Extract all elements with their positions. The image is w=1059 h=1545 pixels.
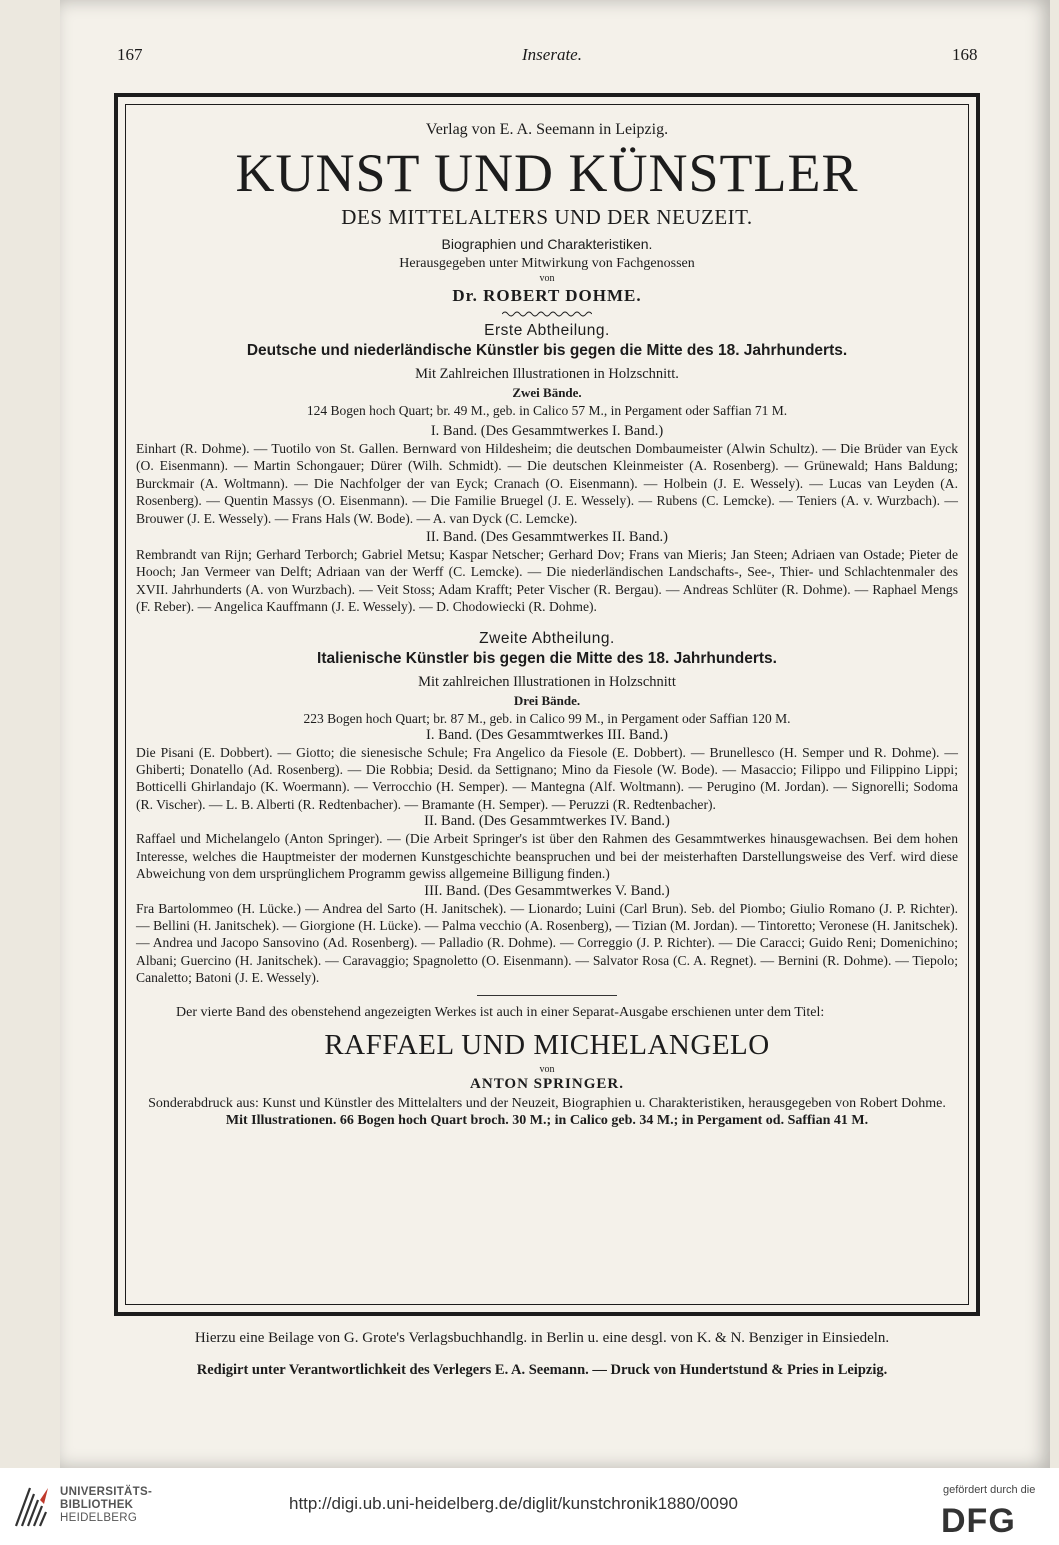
wave-divider-icon [502, 310, 592, 318]
part1-band1-contents: Einhart (R. Dohme). — Tuotilo von St. Gallen. Bernward von Hildesheim; die deutschen Dombaumeister (Alwin Schultz). — Die Brüder van Eyck (O. Eisenmann). — Martin Schongauer; Dürer (Wilh. Schmidt). — Die deutschen Kleinmeister (A. Rosenberg). — Grünewald; Hans Baldung; Burckmair (A. Woltmann). — Die Nachfolger der van Eyck; Cranach (O. Eisenmann). — Holbein (J. E. Wessely). — Lucas van Leyden (A. Rosenberg). — Quentin Massys (O. Eisenmann). — Die Familie Bruegel (J. E. Wessely). — Rubens (C. Lemcke). — Teniers (A. v. Wurzbach). — Brouwer (J. E. Wessely). — Frans Hals (W. Bode). — A. van Dyck (C. Lemcke). [136, 441, 958, 526]
part2-band1-contents: Die Pisani (E. Dobbert). — Giotto; die sienesische Schule; Fra Angelico da Fiesole (E. Dobbert). — Brunellesco (H. Semper und R. Dohme). — Ghiberti; Donatello (Ad. Rosenberg). — Die Robbia; Desid. da Settignano; Mino da Fiesole (W. Bode). — Masaccio; Filippo und Filippino Lippi; Botticelli Ghirlandajo (K. Woermann). — Verrocchio (H. Semper). — Mantegna (Alf. Woltmann). — Perugino (M. Jordan). — Signorelli; Sodoma (R. Vischer). — L. B. Alberti (R. Redtenbacher). — Bramante (H. Semper). — Peruzzi (R. Redtenbacher). [136, 744, 958, 812]
beilage-note: Hierzu eine Beilage von G. Grote's Verlagsbuchhandlg. in Berlin u. eine desgl. von K. & N. Benziger in Einsiedeln. [194, 1330, 890, 1346]
advertisement-inner [125, 104, 969, 1305]
page-header-title: Inserate. [522, 45, 582, 64]
separat-author: ANTON SPRINGER. [470, 1075, 624, 1092]
part1-illustrations: Mit Zahlreichen Illustrationen in Holzschnitt. [415, 366, 679, 382]
part1-volumes: Zwei Bände. [512, 385, 582, 400]
herausgegeben-line: Herausgegeben unter Mitwirkung von Fachgenossen [399, 256, 695, 271]
part2-price: 223 Bogen hoch Quart; br. 87 M., geb. in Calico 99 M., in Pergament oder Saffian 120 M. [303, 710, 791, 726]
book-subtitle: DES MITTELALTERS UND DER NEUZEIT. [341, 205, 753, 229]
section-divider [477, 995, 617, 996]
part2-volumes: Drei Bände. [513, 692, 581, 708]
advertisement-frame [114, 93, 980, 1316]
separat-von: von [539, 1063, 555, 1075]
page-number-right: 168 [952, 45, 978, 64]
editor-name: Dr. ROBERT DOHME. [452, 286, 642, 305]
imprint-line: Redigirt unter Verantwortlichkeit des Verlegers E. A. Seemann. — Druck von Hundertstund & Pries in Leipzig. [196, 1362, 888, 1378]
publisher-line: Verlag von E. A. Seemann in Leipzig. [425, 121, 669, 138]
sonderabdruck-line: Sonderabdruck aus: Kunst und Künstler des Mittelalters und der Neuzeit, Biographien u. Charakteristiken, herausgegeben von Robert Dohme. [148, 1095, 946, 1111]
separat-intro: Der vierte Band des obenstehend angezeigten Werkes ist auch in einer Separat-Ausgabe erschienen unter dem Titel: [176, 1004, 825, 1020]
part2-band2-contents: Raffael und Michelangelo (Anton Springer). — (Die Arbeit Springer's ist über den Rahmen des Gesammtwerkes hinausgewachsen. Bei dem hohen Interesse, welches die Hauptmeister der modernen Kunstgeschichte beanspruchen und bei der meisterhaften Darstellungsweise des Verf. wird diese Abweichung von dem ursprünglichem Programm gewiss allgemeine Billigung finden.) [136, 831, 958, 882]
part2-band2-title: II. Band. (Des Gesammtwerkes IV. Band.) [424, 813, 670, 830]
separat-title: RAFFAEL UND MICHELANGELO [324, 1028, 770, 1061]
viewer-footer-bar [0, 1468, 1059, 1545]
biographien-line: Biographien und Charakteristiken. [441, 236, 653, 252]
part1-band1-title: I. Band. (Des Gesammtwerkes I. Band.) [430, 423, 664, 439]
library-name-line2: BIBLIOTHEK [60, 1499, 134, 1511]
page-number-left: 167 [117, 45, 143, 64]
part2-subject: Italienische Künstler bis gegen die Mitte des 18. Jahrhunderts. [317, 649, 777, 667]
library-name-line1: UNIVERSITÄTS- [60, 1486, 153, 1498]
library-name-line3: HEIDELBERG [60, 1512, 138, 1524]
part1-band2-title: II. Band. (Des Gesammtwerkes II. Band.) [426, 529, 668, 546]
funded-by-label: gefördert durch die [943, 1484, 1036, 1496]
dfg-logo[interactable]: DFG [941, 1502, 1016, 1540]
part2-band3-title: III. Band. (Des Gesammtwerkes V. Band.) [424, 882, 670, 899]
part1-subject: Deutsche und niederländische Künstler bis gegen die Mitte des 18. Jahrhunderts. [246, 342, 848, 359]
separat-price: Mit Illustrationen. 66 Bogen hoch Quart broch. 30 M.; in Calico geb. 34 M.; in Pergament od. Saffian 41 M. [225, 1112, 869, 1128]
permalink-url[interactable]: http://digi.ub.uni-heidelberg.de/diglit/kunstchronik1880/0090 [289, 1494, 738, 1513]
university-library-logo-icon[interactable] [10, 1482, 54, 1532]
book-title: KUNST UND KÜNSTLER [235, 143, 859, 203]
von-line: von [539, 273, 555, 284]
part2-heading: Zweite Abtheilung. [479, 629, 615, 647]
part2-band3-contents: Fra Bartolommeo (H. Lücke.) — Andrea del Sarto (H. Janitschek). — Lionardo; Luini (Carl Brun). Seb. del Piombo; Giulio Romano (J. P. Richter). — Bellini (H. Janitschek). — Giorgione (H. Lücke). — Palma vecchio (A. Rosenberg), — Tizian (M. Jordan). — Tintoretto; Veronese (H. Janitschek). — Andrea und Jacopo Sansovino (Ad. Rosenberg). — Palladio (R. Dohme). — Correggio (J. P. Richter). — Die Caracci; Guido Reni; Domenichino; Albani; Guercino (H. Janitschek). — Caravaggio; Spagnoletto (O. Eisenmann). — Salvator Rosa (C. A. Regnet). — Bernini (R. Dohme). — Tiepolo; Canaletto; Batoni (J. E. Wessely). [136, 900, 958, 986]
part1-price: 124 Bogen hoch Quart; br. 49 M., geb. in Calico 57 M., in Pergament oder Saffian 71 M. [306, 403, 788, 418]
part2-illustrations: Mit zahlreichen Illustrationen in Holzschnitt [418, 673, 676, 690]
part1-heading: Erste Abtheilung. [484, 322, 610, 339]
part2-band1-title: I. Band. (Des Gesammtwerkes III. Band.) [426, 726, 668, 743]
part1-band2-contents: Rembrandt van Rijn; Gerhard Terborch; Gabriel Metsu; Kaspar Netscher; Gerhard Dov; Frans van Mieris; Jan Steen; Adriaen van Ostade; Pieter de Hooch; Jan Vermeer van Delft; Adriaan van der Werff (C. Lemcke). — Die niederländischen Landschafts-, See-, Thier- und Schlachtenmaler des XVII. Jahrhunderts (A. von Wurzbach). — Veit Stoss; Adam Krafft; Peter Vischer (R. Bergau). — Andreas Schlüter (R. Dohme). — Raphael Mengs (F. Reber). — Angelica Kauffmann (J. E. Wessely). — D. Chodowiecki (R. Dohme). [136, 547, 958, 615]
